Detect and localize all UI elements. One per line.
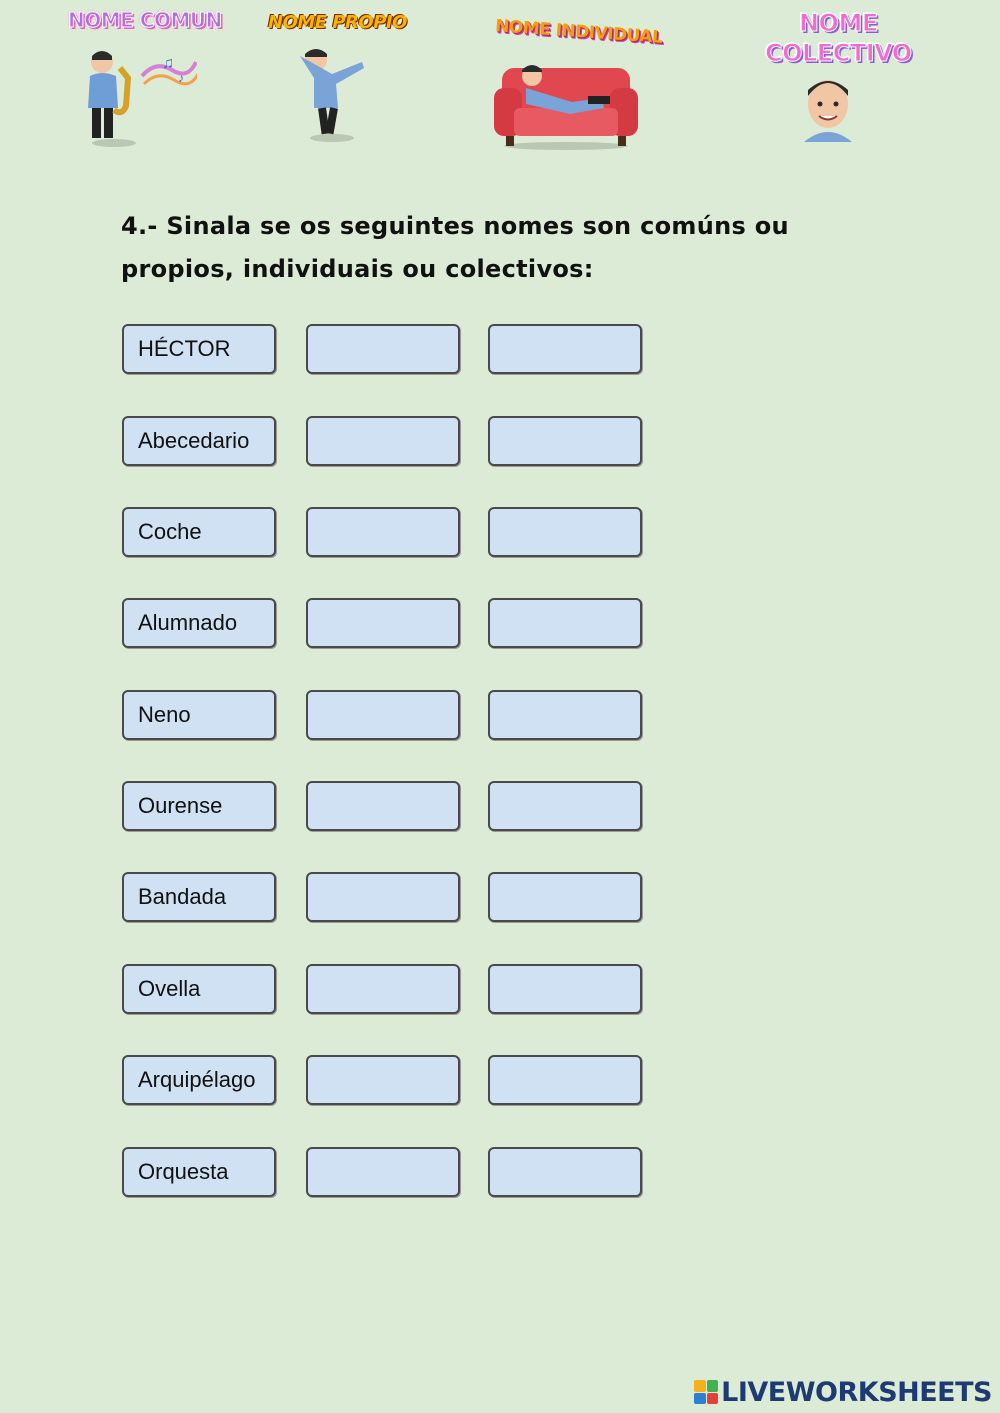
nome-colectivo-label-2: COLECTIVO: [765, 39, 912, 67]
word-box: Coche: [122, 507, 276, 557]
word-row: [122, 872, 652, 926]
svg-text:♪: ♪: [178, 71, 184, 85]
nome-comun-label: NOME COMUN: [68, 8, 222, 32]
answer-box-individual-colectivo[interactable]: [488, 416, 642, 466]
nome-individual-label: NOME INDIVIDUAL: [494, 16, 663, 48]
answer-box-comun-propio[interactable]: [306, 781, 460, 831]
answer-box-individual-colectivo[interactable]: [488, 690, 642, 740]
word-box: Neno: [122, 690, 276, 740]
word-box: Arquipélago: [122, 1055, 276, 1105]
saxophone-avatar-icon: [82, 48, 197, 148]
answer-box-comun-propio[interactable]: [306, 507, 460, 557]
answer-box-individual-colectivo[interactable]: [488, 1055, 642, 1105]
nome-propio-label: NOME PROPIO: [268, 12, 407, 33]
answer-box-comun-propio[interactable]: [306, 964, 460, 1014]
svg-text:♫: ♫: [162, 55, 174, 72]
face-avatar-icon: [800, 76, 856, 142]
answer-box-comun-propio[interactable]: [306, 416, 460, 466]
word-row: [122, 416, 652, 470]
header-nome-colectivo: [765, 8, 912, 68]
answer-box-comun-propio[interactable]: [306, 324, 460, 374]
nome-colectivo-label-1: NOME: [798, 9, 878, 37]
answer-box-comun-propio[interactable]: [306, 1055, 460, 1105]
answer-box-individual-colectivo[interactable]: [488, 872, 642, 922]
header-nome-propio: [268, 12, 407, 33]
word-row: [122, 690, 652, 744]
word-box: Ovella: [122, 964, 276, 1014]
answer-box-individual-colectivo[interactable]: [488, 598, 642, 648]
word-box: Alumnado: [122, 598, 276, 648]
instruction-text: 4.- Sinala se os seguintes nomes son comúns ou propios, individuais ou colectivos:: [121, 212, 789, 283]
word-row: [122, 964, 652, 1018]
sofa-avatar-icon: [492, 58, 640, 150]
answer-box-comun-propio[interactable]: [306, 690, 460, 740]
word-row: [122, 324, 652, 378]
answer-box-individual-colectivo[interactable]: [488, 324, 642, 374]
word-row: [122, 1055, 652, 1109]
dab-avatar-icon: [292, 42, 372, 142]
answer-box-comun-propio[interactable]: [306, 872, 460, 922]
word-box: Bandada: [122, 872, 276, 922]
word-box: Orquesta: [122, 1147, 276, 1197]
brand-label: LIVEWORKSHEETS: [721, 1376, 992, 1408]
header-nome-individual: [495, 16, 663, 48]
liveworksheets-logo-icon: [694, 1380, 718, 1404]
word-row: [122, 1147, 652, 1201]
word-box: HÉCTOR: [122, 324, 276, 374]
answer-box-comun-propio[interactable]: [306, 598, 460, 648]
word-box: Abecedario: [122, 416, 276, 466]
word-row: [122, 781, 652, 835]
liveworksheets-brand[interactable]: [694, 1377, 992, 1407]
answer-box-individual-colectivo[interactable]: [488, 964, 642, 1014]
word-row: [122, 507, 652, 561]
answer-box-individual-colectivo[interactable]: [488, 1147, 642, 1197]
word-row: [122, 598, 652, 652]
answer-box-comun-propio[interactable]: [306, 1147, 460, 1197]
answer-box-individual-colectivo[interactable]: [488, 507, 642, 557]
header-nome-comun: [68, 8, 222, 32]
word-box: Ourense: [122, 781, 276, 831]
answer-box-individual-colectivo[interactable]: [488, 781, 642, 831]
